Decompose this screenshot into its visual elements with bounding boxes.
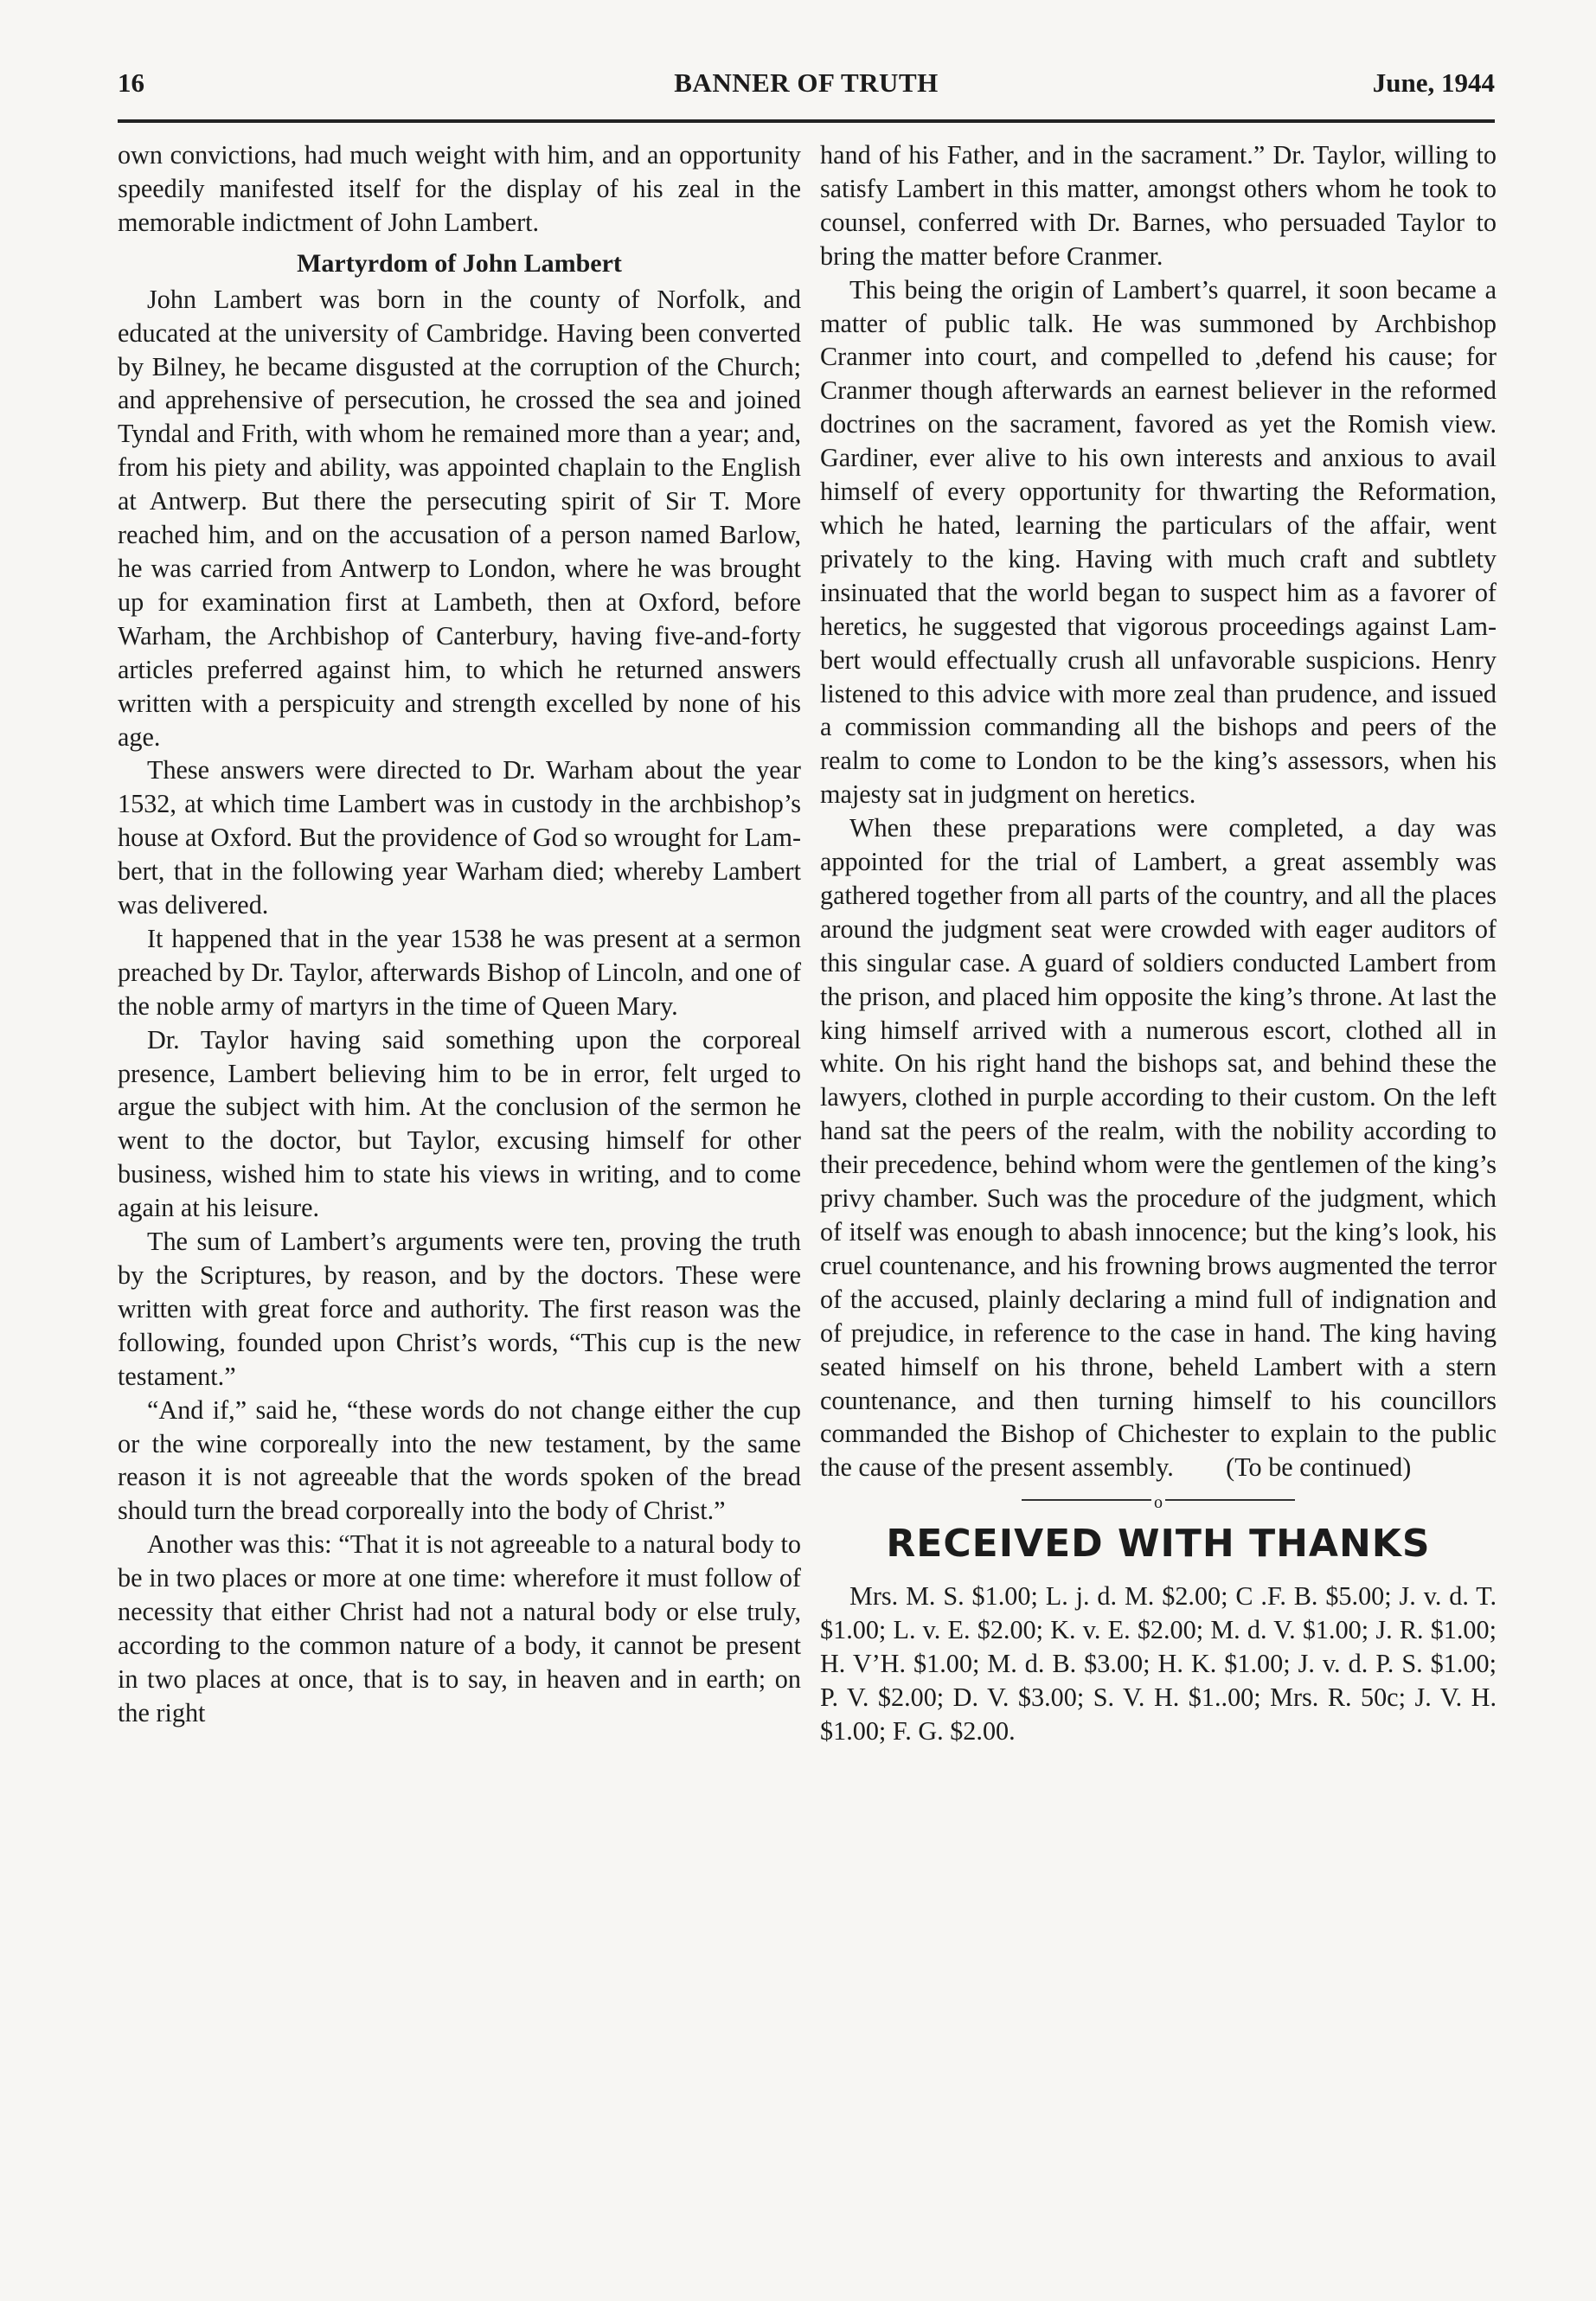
left-column: [118, 138, 801, 1730]
paragraph: It happened that in the year 1538 he was present at a sermon preached by Dr. Taylor, afterwards Bishop of Lincoln, and one of the noble army of martyrs in the time of Queen Mary.: [118, 923, 801, 1021]
paragraph: The sum of Lambert’s arguments were ten, proving the truth by the Scriptures, by reason, and by the doctors. These were written with great force and authority. The first reason was the following, founded upon Christ’s words, “This cup is the new testament.”: [118, 1227, 801, 1391]
page-header: [118, 62, 1495, 106]
paragraph: hand of his Father, and in the sacrament.” Dr. Taylor, willing to satisfy Lambert in this matter, amongst others whom he took to counsel, conferred with Dr. Barnes, who persuaded Taylor to bring the matter before Cranmer.: [820, 140, 1497, 271]
paragraph: own convictions, had much weight with him, and an opportunity speedily manifested itself for the display of his zeal in the memorable indictment of John Lambert.: [118, 140, 801, 237]
thanks-heading: RECEIVED WITH THANKS: [886, 1522, 1431, 1567]
paragraph: [820, 811, 1497, 1484]
issue-date: June, 1944: [1372, 67, 1495, 98]
paragraph: This being the origin of Lambert’s quarrel, it soon became a matter of public talk. He was summoned by Archbishop Cranmer into court, and compelled to ,defend his cause; for Cranmer though afterwards an earnest believer in the reformed doctrines on the sacrament, favored as yet the Romish view. Gardiner, ever alive to his own interests and anxious to avail himself of every opportunity for thwarting the Reformation, which he hated, learning the particulars of the affair, went privately to the king. Having with much craft and subtlety insinuated that the world began to suspect him as a favorer of heretics, he suggested that vigorous proceedings against Lambert would effectually crush all unfavorable suspicions. Henry listened to this advice with more zeal than prudence, and issued a commission commanding all the bishops and peers of the realm to come to London to be the king’s assessors, when his majesty sat in judgment on heretics.: [820, 274, 1497, 810]
publication-title: BANNER OF TRUTH: [674, 67, 939, 98]
right-column: [820, 138, 1497, 1748]
divider-line: [1165, 1499, 1295, 1501]
section-heading: Martyrdom of John Lambert: [297, 248, 622, 278]
paragraph: These answers were directed to Dr. Warham about the year 1532, at which time Lambert was in custody in the archbishop’s house at Oxford. But the providence of God so wrought for Lambert, that in the following year Warham died; whereby Lambert was delivered.: [118, 755, 801, 920]
header-rule: [118, 119, 1495, 123]
paragraph: Dr. Taylor having said something upon the corporeal presence, Lambert believing him to be in error, felt urged to argue the subject with him. At the conclusion of the sermon he went to the doctor, but Taylor, excusing himself for other business, wished him to state his views in writing, and to come again at his leisure.: [118, 1024, 801, 1223]
paragraph: Another was this: “That it is not agreeable to a natural body to be in two places or more at one time: wherefore it must follow of necessity that either Christ had not a natural body or else truly, according to the common nature of a body, it cannot be present in two places at once, that is to say, in heaven and in earth; on the right: [118, 1529, 801, 1727]
paragraph: John Lambert was born in the county of Norfolk, and educated at the university of Cambridge. Having been converted by Bilney, he became disgusted at the corruption of the Church; and apprehensive of persecution, he crossed the sea and joined Tyndal and Frith, with whom he remained more than a year; and, from his piety and ability, was appointed chaplain to the English at Antwerp. But there the persecuting spirit of Sir T. More reached him, and on the accusation of a person named Barlow, he was carried from Antwerp to London, where he was brought up for examination first at Lambeth, then at Oxford, before Warham, the Archbishop of Canterbury, having five-and-forty articles preferred against him, to which he returned answers written with a perspicuity and strength excelled by none of his age.: [118, 284, 801, 752]
divider-mark: o: [1154, 1493, 1163, 1513]
page-number: 16: [118, 67, 144, 98]
paragraph-text: When these preparations were completed, a day was appointed for the trial of Lambert, a great assembly was gathered together from all parts of the country, and all the places around the judgment seat were crowded with eager auditors of this singular case. A guard of soldiers conducted Lambert from the prison, and placed him opposite the king’s throne. At last the king himself arrived with a numerous escort, clothed all in white. On his right hand the bishops sat, and behind these the lawyers, clothed in purple according to their custom. On the left hand sat the peers of the realm, with the nobility according to their precedence, behind whom were the gentlemen of the king’s privy chamber. Such was the procedure of the judgment, which of itself was enough to abash innocence; but the king’s look, his cruel countenance, and his frowning brows augmented the terror of the accused, plainly declaring a mind full of indignation and of prejudice, in reference to the case in hand. The king having seated himself on his throne, beheld Lambert with a stern countenance, and then turning himself to his councillors commanded the Bishop of Chichester to explain to the public the cause of the present assembly.: [820, 813, 1497, 1483]
donations-list: Mrs. M. S. $1.00; L. j. d. M. $2.00; C .F. B. $5.00; J. v. d. T. $1.00; L. v. E. $2.00; K. v. E. $2.00; M. d. V. $1.00; J. R. $1.00; H. V’H. $1.00; M. d. B. $3.00; H. K. $1.00; J. v. d. P. S. $1.00; P. V. $2.00; D. V. $3.00; S. V. H. $1..00; Mrs. R. 50c; J. V. H. $1.00; F. G. $2.00.: [820, 1581, 1497, 1746]
divider-line: [1022, 1499, 1151, 1501]
section-divider: [820, 1490, 1497, 1513]
continued-note: (To be continued): [1226, 1452, 1412, 1483]
paragraph: “And if,” said he, “these words do not change either the cup or the wine corporeally into the new testament, by the same reason it is not agreeable that the words spoken of the bread should turn the bread corporeally into the body of Christ.”: [118, 1394, 801, 1526]
